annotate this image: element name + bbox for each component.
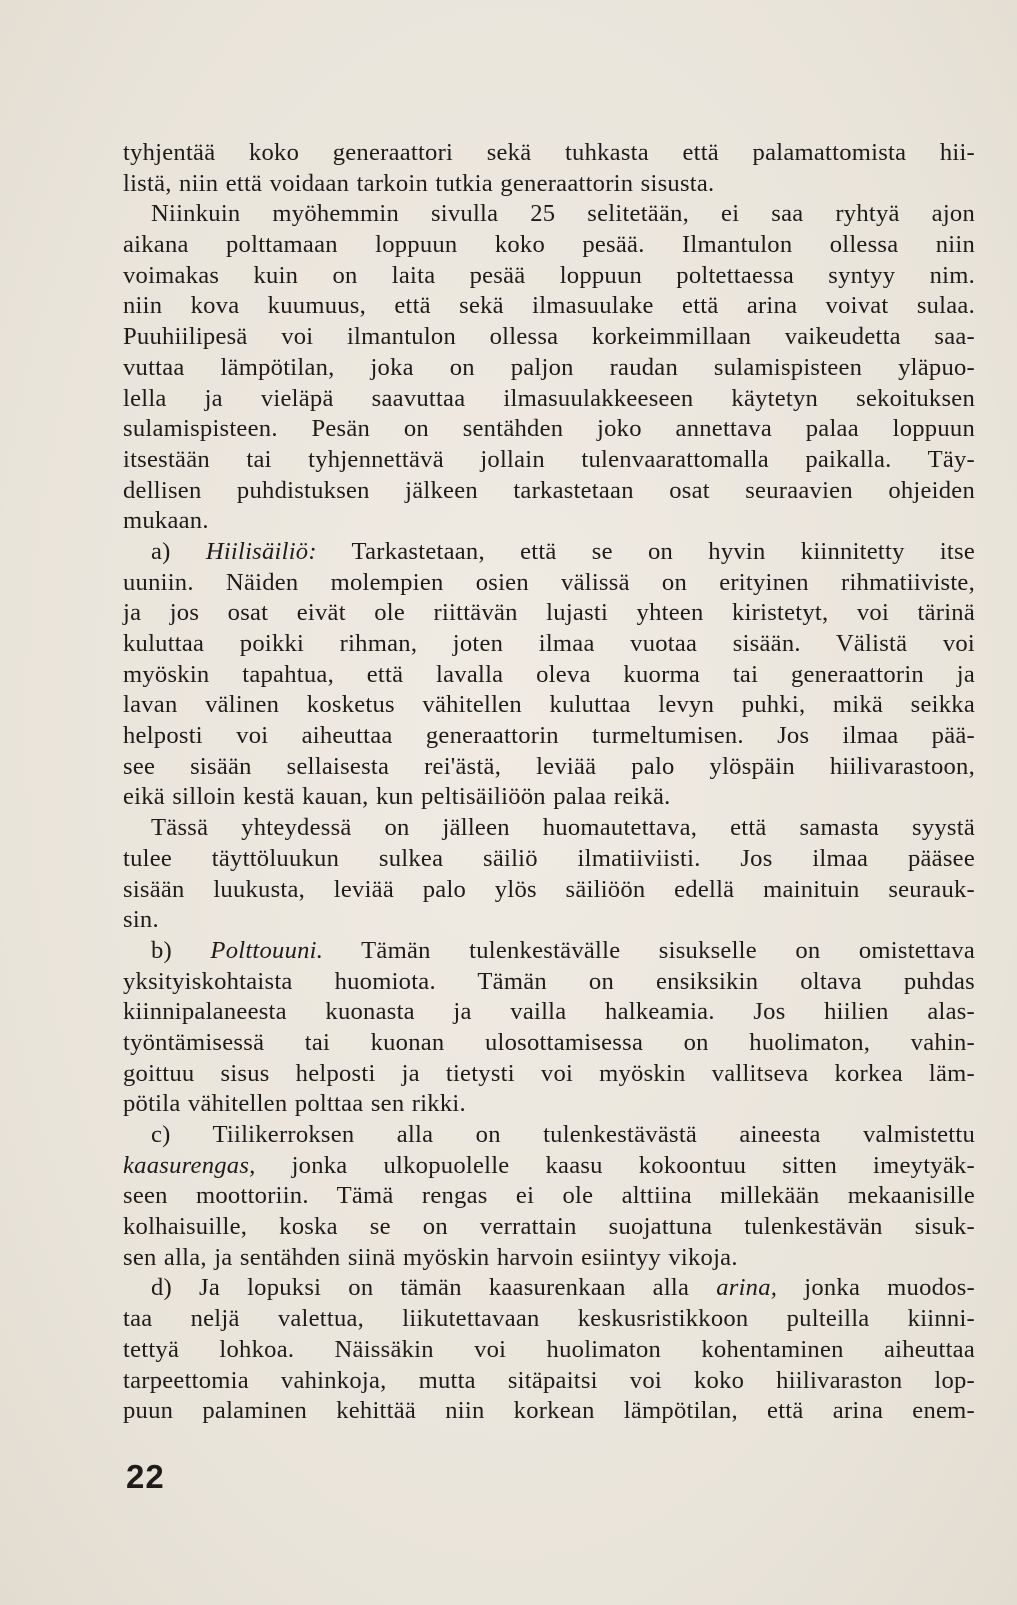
text-line: kaasurengas, jonka ulkopuolelle kaasu kokoontuu sitten imeytyäk- [123, 1151, 975, 1179]
text-line: sisään luukusta, leviää palo ylös säiliöön edellä mainituin seurauk- [123, 875, 975, 903]
text-line: Niinkuin myöhemmin sivulla 25 selitetään, ei saa ryhtyä ajon [151, 200, 975, 228]
text-line: Tässä yhteydessä on jälleen huomautettava, että samasta syystä [151, 814, 975, 842]
text-line: yksityiskohtaista huomiota. Tämän on ensiksikin oltava puhdas [123, 967, 975, 995]
text-line: mukaan. [123, 507, 209, 535]
text-line: lavan välinen kosketus vähitellen kuluttaa levyn puhki, mikä seikka [123, 691, 975, 719]
text-line: b) Polttouuni. Tämän tulenkestävälle sisukselle on omistettava [151, 936, 976, 964]
text-line: myöskin tapahtua, että lavalla oleva kuorma tai generaattorin ja [123, 660, 975, 688]
text-line: seen moottoriin. Tämä rengas ei ole alttiina millekään mekaanisille [123, 1182, 975, 1210]
text-line: helposti voi aiheuttaa generaattorin turmeltumisen. Jos ilmaa pää- [123, 722, 975, 750]
text-line: niin kova kuumuus, että sekä ilmasuulake että arina voivat sulaa. [123, 292, 975, 320]
text-line: goittuu sisus helposti ja tietysti voi myöskin vallitseva korkea läm- [123, 1059, 975, 1087]
text-line: tarpeettomia vahinkoja, mutta sitäpaitsi voi koko hiilivaraston lop- [123, 1366, 975, 1394]
text-line: sin. [123, 906, 159, 934]
text-line: d) Ja lopuksi on tämän kaasurenkaan alla arina, jonka muodos- [151, 1274, 975, 1302]
text-line: Puuhiilipesä voi ilmantulon ollessa korkeimmillaan vaikeudetta saa- [123, 323, 975, 351]
emphasized-term: Hiilisäiliö: [205, 537, 317, 565]
text-line: listä, niin että voidaan tarkoin tutkia generaattorin sisusta. [123, 169, 715, 197]
text-line: a) Hiilisäiliö: Tarkastetaan, että se on hyvin kiinnitetty itse [151, 537, 975, 565]
text-line: puun palaminen kehittää niin korkean lämpötilan, että arina enem- [123, 1397, 975, 1425]
text-line: taa neljä valettua, liikutettavaan keskusristikkoon pulteilla kiinni- [123, 1305, 975, 1333]
text-line: lella ja vieläpä saavuttaa ilmasuulakkeeseen käytetyn sekoituksen [123, 384, 975, 412]
text-line: eikä silloin kestä kauan, kun peltisäiliöön palaa reikä. [123, 783, 671, 811]
text-line: vuttaa lämpötilan, joka on paljon raudan sulamispisteen yläpuo- [123, 353, 975, 381]
text-line: kiinnipalaneesta kuonasta ja vailla halkeamia. Jos hiilien alas- [123, 998, 975, 1026]
text-line: työntämisessä tai kuonan ulosottamisessa on huolimaton, vahin- [123, 1028, 975, 1056]
emphasized-term: Polttouuni. [210, 936, 324, 964]
text-line: sen alla, ja sentähden siinä myöskin harvoin esiintyy vikoja. [123, 1243, 738, 1271]
text-line: uuniin. Näiden molempien osien välissä on erityinen rihmatiiviste, [123, 568, 975, 596]
text-line: tulee täyttöluukun sulkea säiliö ilmatiiviisti. Jos ilmaa pääsee [123, 844, 975, 872]
page-number: 22 [126, 1458, 165, 1495]
text-line: sulamispisteen. Pesän on sentähden joko annettava palaa loppuun [123, 415, 975, 443]
text-line: itsestään tai tyhjennettävä jollain tulenvaarattomalla paikalla. Täy- [123, 445, 975, 473]
text-line: kolhaisuille, koska se on verrattain suojattuna tulenkestävän sisuk- [123, 1213, 975, 1241]
emphasized-term: arina, [716, 1274, 778, 1302]
text-line: c) Tiilikerroksen alla on tulenkestävästä aineesta valmistettu [151, 1121, 975, 1148]
text-line: kuluttaa poikki rihman, joten ilmaa vuotaa sisään. Välistä voi [123, 630, 975, 657]
text-line: voimakas kuin on laita pesää loppuun poltettaessa syntyy nim. [123, 261, 975, 289]
text-line: aikana polttamaan loppuun koko pesää. Ilmantulon ollessa niin [123, 231, 975, 259]
text-line: tettyä lohkoa. Näissäkin voi huolimaton kohentaminen aiheuttaa [123, 1335, 975, 1363]
body-text [123, 138, 975, 1427]
emphasized-term: kaasurengas, [123, 1151, 256, 1179]
text-line: tyhjentää koko generaattori sekä tuhkasta että palamattomista hii- [123, 139, 975, 166]
text-line: ja jos osat eivät ole riittävän lujasti yhteen kiristetyt, voi tärinä [123, 599, 975, 627]
text-line: dellisen puhdistuksen jälkeen tarkastetaan osat seuraavien ohjeiden [123, 476, 975, 504]
text-line: see sisään sellaisesta rei'ästä, leviää palo ylöspäin hiilivarastoon, [123, 752, 975, 780]
text-line: pötila vähitellen polttaa sen rikki. [123, 1090, 466, 1118]
